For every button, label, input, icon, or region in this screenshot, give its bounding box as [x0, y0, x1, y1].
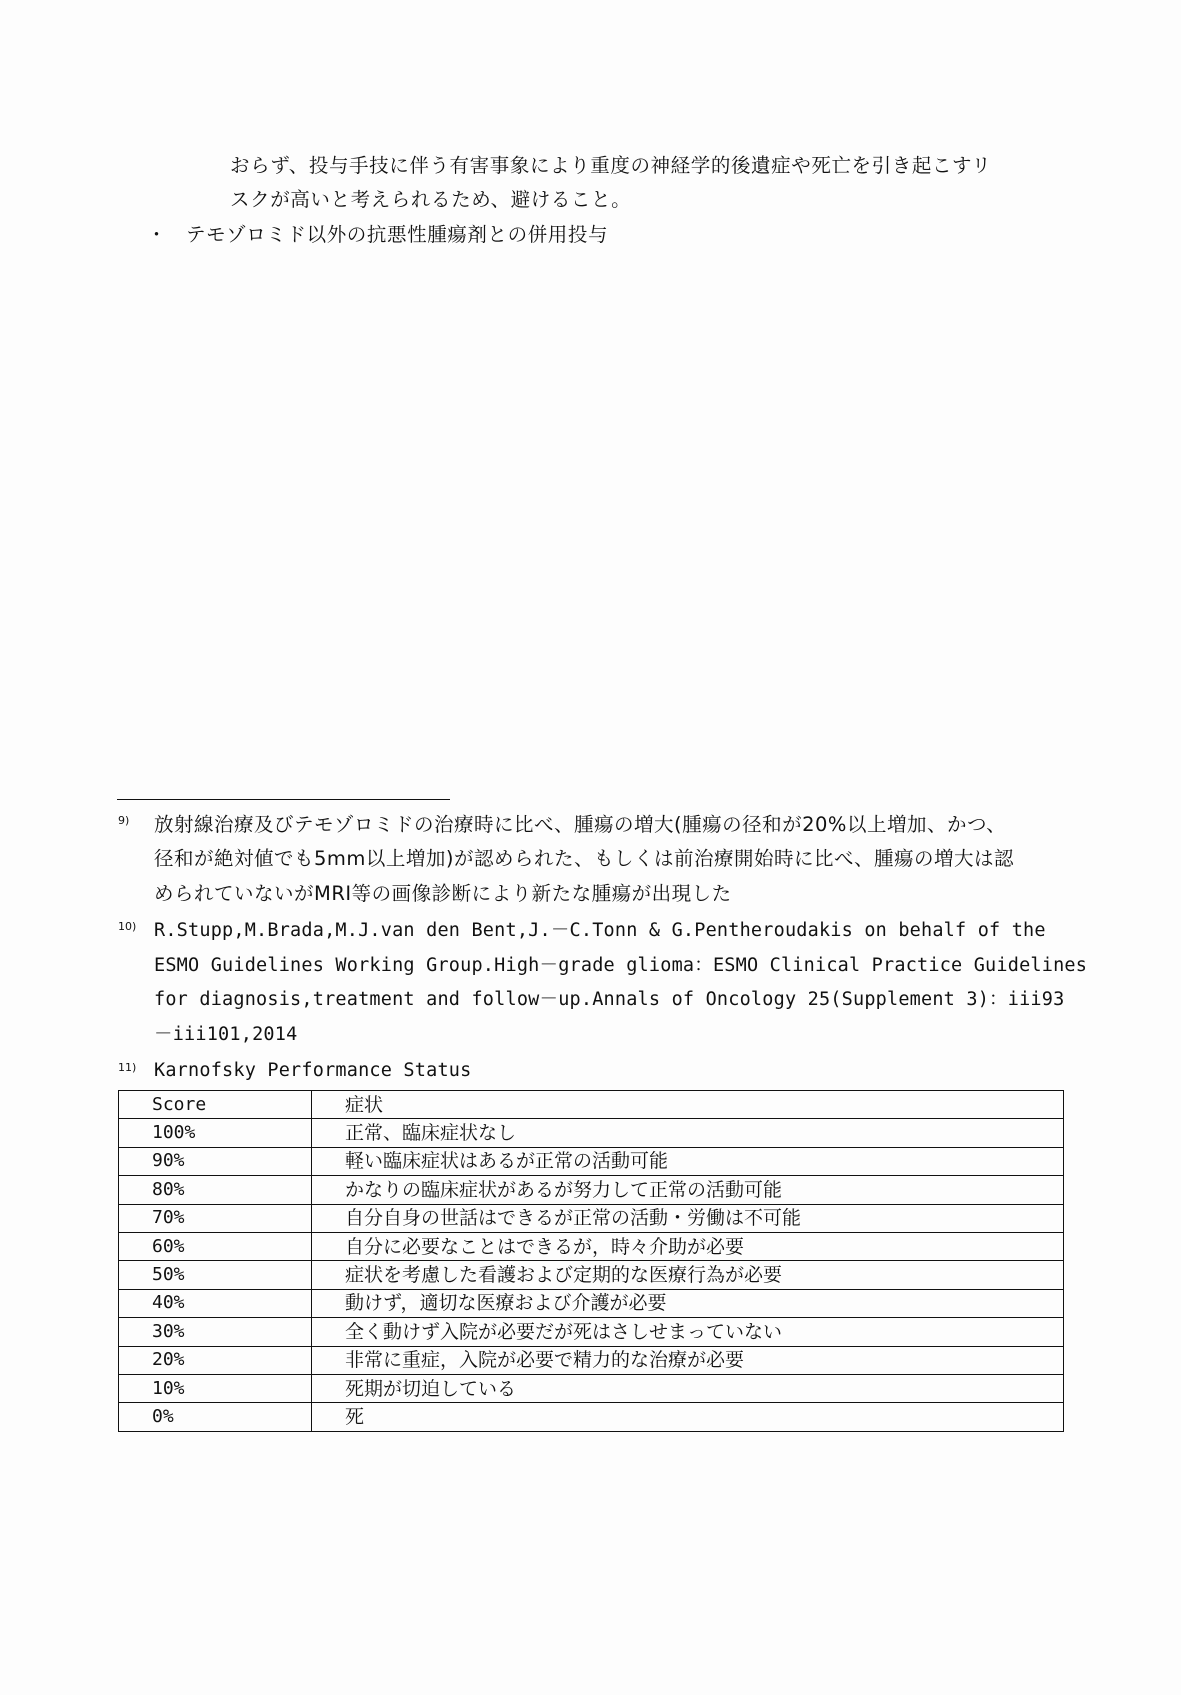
- score-cell: 20%: [119, 1346, 312, 1374]
- score-cell: 100%: [119, 1119, 312, 1147]
- table-row: [119, 1232, 1064, 1260]
- symptom-cell: 死期が切迫している: [312, 1374, 1064, 1402]
- symptom-cell: 非常に重症，入院が必要で精力的な治療が必要: [312, 1346, 1064, 1374]
- symptom-cell: 軽い臨床症状はあるが正常の活動可能: [312, 1147, 1064, 1175]
- footnote-10-line-1: R.Stupp,M.Brada,M.J.van den Bent,J.－C.Tonn & G.Pentheroudakis on behalf of the: [154, 920, 1046, 941]
- symptom-cell: 症状を考慮した看護および定期的な医療行為が必要: [312, 1261, 1064, 1289]
- footnote-marker-10: 10): [118, 920, 137, 933]
- footnote-marker-11: 11): [118, 1061, 137, 1074]
- footnote-9-line-1: 放射線治療及びテモゾロミドの治療時に比べ、腫瘍の増大(腫瘍の径和が20%以上増加、かつ、: [154, 813, 1007, 836]
- karnofsky-table: [118, 1090, 1064, 1432]
- table-row: [119, 1374, 1064, 1402]
- table-row: [119, 1176, 1064, 1204]
- footnote-10-line-2: ESMO Guidelines Working Group.High－grade glioma：ESMO Clinical Practice Guidelines: [154, 955, 1088, 976]
- symptom-cell: 死: [312, 1403, 1064, 1431]
- table-row: [119, 1147, 1064, 1175]
- symptom-cell: 自分に必要なことはできるが，時々介助が必要: [312, 1232, 1064, 1260]
- table-row: [119, 1261, 1064, 1289]
- symptom-cell: 自分自身の世話はできるが正常の活動・労働は不可能: [312, 1204, 1064, 1232]
- bullet-icon: ・: [147, 224, 167, 246]
- score-cell: 90%: [119, 1147, 312, 1175]
- footnote-10-line-3: for diagnosis,treatment and follow－up.Annals of Oncology 25(Supplement 3)：iii93: [154, 989, 1065, 1010]
- symptom-cell: 全く動けず入院が必要だが死はさしせまっていない: [312, 1318, 1064, 1346]
- symptom-cell: かなりの臨床症状があるが努力して正常の活動可能: [312, 1176, 1064, 1204]
- table-row: [119, 1403, 1064, 1431]
- score-cell: 70%: [119, 1204, 312, 1232]
- score-cell: 0%: [119, 1403, 312, 1431]
- header-symptom: 症状: [312, 1091, 1064, 1119]
- header-score: Score: [119, 1091, 312, 1119]
- symptom-cell: 正常、臨床症状なし: [312, 1119, 1064, 1147]
- body-paragraph-line-2: スクが高いと考えられるため、避けること。: [230, 188, 632, 211]
- footnote-marker-9: 9): [118, 814, 130, 827]
- footnote-11-title: Karnofsky Performance Status: [154, 1060, 472, 1081]
- footnote-separator: [117, 799, 450, 800]
- footnote-10-line-4: －iii101,2014: [154, 1024, 298, 1045]
- table-row: [119, 1318, 1064, 1346]
- footnote-9-line-3: められていないがMRI等の画像診断により新たな腫瘍が出現した: [154, 882, 732, 905]
- table-header-row: [119, 1091, 1064, 1119]
- table-row: [119, 1346, 1064, 1374]
- table-row: [119, 1289, 1064, 1317]
- body-paragraph-line-1: おらず、投与手技に伴う有害事象により重度の神経学的後遺症や死亡を引き起こすリ: [230, 154, 992, 177]
- score-cell: 80%: [119, 1176, 312, 1204]
- score-cell: 60%: [119, 1232, 312, 1260]
- score-cell: 30%: [119, 1318, 312, 1346]
- footnote-9-line-2: 径和が絶対値でも5mm以上増加)が認められた、もしくは前治療開始時に比べ、腫瘍の増大は認: [154, 847, 1015, 870]
- symptom-cell: 動けず，適切な医療および介護が必要: [312, 1289, 1064, 1317]
- score-cell: 40%: [119, 1289, 312, 1317]
- table-row: [119, 1204, 1064, 1232]
- bullet-item-text: テモゾロミド以外の抗悪性腫瘍剤との併用投与: [186, 223, 609, 246]
- score-cell: 50%: [119, 1261, 312, 1289]
- table-row: [119, 1119, 1064, 1147]
- score-cell: 10%: [119, 1374, 312, 1402]
